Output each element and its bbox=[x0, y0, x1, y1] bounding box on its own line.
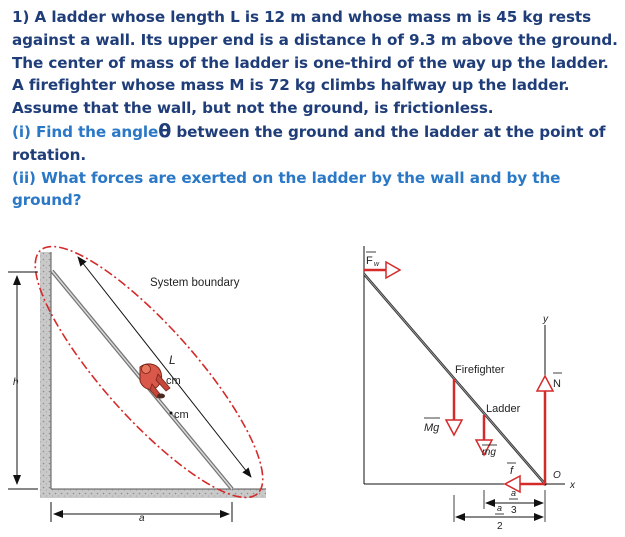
label-f: f bbox=[510, 465, 514, 477]
label-h: h bbox=[13, 377, 19, 388]
label-firefighter: Firefighter bbox=[455, 364, 505, 376]
label-O: O bbox=[553, 470, 561, 481]
frac-a2-den: 2 bbox=[497, 521, 503, 532]
force-wall-arrow-head bbox=[386, 262, 400, 278]
ground bbox=[40, 489, 266, 498]
theta-symbol: θ bbox=[158, 119, 172, 142]
label-cm-lower: cm bbox=[174, 409, 189, 421]
frac-a3-den: 3 bbox=[511, 505, 517, 516]
label-Fw-sub: w bbox=[374, 261, 380, 268]
label-mg: mg bbox=[482, 447, 496, 458]
label-Mg: Mg bbox=[424, 422, 440, 434]
cm-dot-lower bbox=[170, 412, 173, 415]
frac-a3-num: a bbox=[511, 488, 517, 498]
right-figure bbox=[364, 246, 576, 532]
label-ladder: Ladder bbox=[486, 403, 521, 415]
label-y: y bbox=[543, 314, 548, 325]
label-L: L bbox=[169, 353, 176, 367]
question-2: (ii) What forces are exerted on the ladder by the wall and by the ground? bbox=[12, 168, 561, 210]
label-a: a bbox=[139, 513, 145, 524]
wall bbox=[40, 252, 51, 497]
force-N-arrow-head bbox=[537, 376, 553, 391]
question-1-start: (i) Find the angle bbox=[12, 122, 159, 141]
length-arrow bbox=[78, 257, 251, 477]
label-N: N bbox=[553, 378, 561, 390]
label-Fw: F bbox=[366, 255, 373, 267]
label-system-boundary: System boundary bbox=[150, 277, 240, 289]
label-cm-upper: cm bbox=[166, 375, 181, 387]
problem-paragraph-1: 1) A ladder whose length L is 12 m and whose mass m is 45 kg rests against a wall. Its upper end is a distance h of 9.3 m above the ground. bbox=[12, 8, 618, 49]
label-x: x bbox=[570, 480, 575, 491]
force-Mg-arrow-head bbox=[446, 420, 462, 435]
frac-a2-num: a bbox=[497, 503, 503, 513]
problem-paragraph-2: The center of mass of the ladder is one-third of the way up the ladder. A firefighter whose mass M is 72 kg climbs halfway up the ladder. Assume that the wall, but not the ground, is frictionless. bbox=[12, 53, 609, 118]
question-1-rest: between the ground and the ladder at the point of rotation. bbox=[12, 122, 606, 164]
left-figure bbox=[6, 220, 292, 525]
